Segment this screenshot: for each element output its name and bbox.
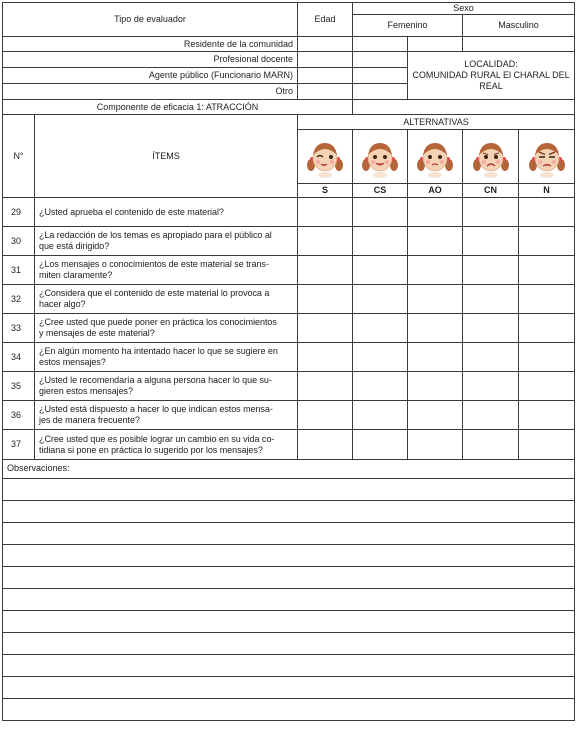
answer-cell-s[interactable] — [298, 372, 353, 401]
component-blank — [353, 100, 575, 115]
item-text — [35, 198, 298, 227]
answer-cell-ao[interactable] — [408, 256, 463, 285]
item-number: 31 — [3, 256, 35, 285]
item-number: 32 — [3, 285, 35, 314]
evaluator-type-label: Profesional docente — [213, 54, 293, 64]
smiling-girl-face-icon — [353, 135, 407, 179]
answer-cell-ao[interactable] — [408, 343, 463, 372]
item-text-line: tidiana si pone en práctica lo sugerido por los mensajes? — [39, 444, 263, 455]
observation-line[interactable] — [3, 611, 575, 633]
locality-label: LOCALIDAD: — [464, 59, 518, 69]
answer-cell-cs[interactable] — [353, 198, 408, 227]
item-text-line: estos mensajes? — [39, 357, 106, 367]
item-row — [3, 198, 575, 227]
item-number: 36 — [3, 401, 35, 430]
alt-code-ao: AO — [408, 184, 463, 198]
sex-header: Sexo — [353, 3, 575, 15]
answer-cell-ao[interactable] — [408, 372, 463, 401]
item-text — [35, 285, 298, 314]
answer-cell-n[interactable] — [519, 198, 575, 227]
answer-cell-s[interactable] — [298, 198, 353, 227]
evaluator-checkbox[interactable] — [298, 68, 353, 84]
item-row — [3, 343, 575, 372]
answer-cell-n[interactable] — [519, 372, 575, 401]
answer-cell-cn[interactable] — [463, 343, 519, 372]
answer-cell-cn[interactable] — [463, 430, 519, 460]
answer-cell-cn[interactable] — [463, 285, 519, 314]
alt-code-s: S — [298, 184, 353, 198]
item-number: 37 — [3, 430, 35, 460]
evaluator-type-label: Agente público (Funcionario MARN) — [148, 70, 293, 80]
answer-cell-ao[interactable] — [408, 227, 463, 256]
answer-cell-s[interactable] — [298, 343, 353, 372]
answer-cell-cn[interactable] — [463, 198, 519, 227]
alternatives-header: ALTERNATIVAS — [298, 115, 575, 130]
item-text-line: ¿Usted le recomendaría a alguna persona hacer lo que su- — [39, 375, 272, 385]
answer-cell-n[interactable] — [519, 227, 575, 256]
observation-line[interactable] — [3, 655, 575, 677]
item-text-line: que está dirigido? — [39, 241, 110, 251]
female-input[interactable] — [408, 37, 463, 52]
evaluator-type-option — [3, 52, 298, 68]
neutral-girl-face-icon — [408, 135, 462, 179]
component-title: Componente de eficacia 1: ATRACCIÓN — [3, 100, 353, 115]
male-header: Masculino — [463, 15, 575, 37]
answer-cell-n[interactable] — [519, 430, 575, 460]
item-row — [3, 401, 575, 430]
item-row — [3, 256, 575, 285]
alt-code-cs: CS — [353, 184, 408, 198]
observation-line[interactable] — [3, 501, 575, 523]
answer-cell-ao[interactable] — [408, 430, 463, 460]
item-text-line: ¿Cree usted que es posible lograr un cambio en su vida co- — [39, 433, 275, 444]
item-number: 30 — [3, 227, 35, 256]
answer-cell-n[interactable] — [519, 256, 575, 285]
observation-line[interactable] — [3, 523, 575, 545]
answer-cell-s[interactable] — [298, 401, 353, 430]
items-header: ÍTEMS — [35, 115, 298, 198]
item-number: 33 — [3, 314, 35, 343]
item-text-line: ¿En algún momento ha intentado hacer lo que se sugiere en — [39, 346, 278, 356]
evaluator-type-label: Residente de la comunidad — [183, 38, 293, 49]
item-text-line: ¿Usted está dispuesto a hacer lo que indican estos mensa- — [39, 404, 273, 414]
item-row — [3, 227, 575, 256]
answer-cell-cs[interactable] — [353, 430, 408, 460]
item-text-line: ¿Usted aprueba el contenido de este material? — [39, 206, 224, 217]
locality-box — [408, 52, 575, 100]
observation-line[interactable] — [3, 545, 575, 567]
item-number: 35 — [3, 372, 35, 401]
age-input[interactable] — [353, 52, 408, 68]
item-text — [35, 256, 298, 285]
item-text-line: gieren estos mensajes? — [39, 386, 133, 396]
face-cell-cs — [353, 130, 408, 184]
item-number: 34 — [3, 343, 35, 372]
age-input[interactable] — [353, 84, 408, 100]
answer-cell-cs[interactable] — [353, 372, 408, 401]
item-text-line: ¿Considera que el contenido de este material lo provoca a — [39, 288, 270, 298]
item-text — [35, 430, 298, 460]
age-input[interactable] — [353, 37, 408, 52]
answer-cell-cs[interactable] — [353, 343, 408, 372]
answer-cell-cs[interactable] — [353, 285, 408, 314]
observations-label: Observaciones: — [3, 460, 575, 479]
evaluator-type-label: Otro — [275, 86, 293, 96]
face-cell-ao — [408, 130, 463, 184]
alt-code-n: N — [519, 184, 575, 198]
observation-line[interactable] — [3, 699, 575, 721]
item-text-line: miten claramente? — [39, 270, 113, 280]
item-text — [35, 314, 298, 343]
evaluator-type-option — [3, 68, 298, 84]
answer-cell-cs[interactable] — [353, 227, 408, 256]
age-header: Edad — [298, 3, 353, 37]
evaluator-type-option — [3, 84, 298, 100]
item-row — [3, 285, 575, 314]
item-text — [35, 227, 298, 256]
answer-cell-s[interactable] — [298, 285, 353, 314]
answer-cell-n[interactable] — [519, 285, 575, 314]
alt-code-cn: CN — [463, 184, 519, 198]
answer-cell-s[interactable] — [298, 227, 353, 256]
answer-cell-cn[interactable] — [463, 227, 519, 256]
item-text-line: ¿La redacción de los temas es apropiado para el público al — [39, 230, 272, 240]
observation-line[interactable] — [3, 589, 575, 611]
item-number: 29 — [3, 198, 35, 227]
answer-cell-cs[interactable] — [353, 256, 408, 285]
item-text-line: ¿Cree usted que puede poner en práctica los conocimientos — [39, 317, 277, 327]
answer-cell-cn[interactable] — [463, 256, 519, 285]
item-text — [35, 343, 298, 372]
answer-cell-s[interactable] — [298, 430, 353, 460]
item-row — [3, 372, 575, 401]
item-text — [35, 401, 298, 430]
observation-line[interactable] — [3, 633, 575, 655]
evaluator-type-header: Tipo de evaluador — [3, 3, 298, 37]
answer-cell-cs[interactable] — [353, 401, 408, 430]
locality-value: COMUNIDAD RURAL El CHARAL DEL REAL — [412, 70, 570, 91]
answer-cell-cn[interactable] — [463, 314, 519, 343]
answer-cell-cs[interactable] — [353, 314, 408, 343]
answer-cell-cn[interactable] — [463, 372, 519, 401]
face-cell-n — [519, 130, 575, 184]
item-text-line: y mensajes de este material? — [39, 328, 155, 338]
face-cell-s — [298, 130, 353, 184]
winking-girl-face-icon — [298, 135, 352, 179]
answer-cell-cn[interactable] — [463, 401, 519, 430]
angry-girl-face-icon — [519, 135, 574, 179]
answer-cell-s[interactable] — [298, 256, 353, 285]
female-header: Femenino — [353, 15, 463, 37]
item-text-line: ¿Los mensajes o conocimientos de este material se trans- — [39, 259, 269, 269]
frowning-girl-face-icon — [463, 135, 518, 179]
male-input[interactable] — [463, 37, 575, 52]
answer-cell-ao[interactable] — [408, 285, 463, 314]
item-row — [3, 314, 575, 343]
item-row — [3, 430, 575, 460]
answer-cell-ao[interactable] — [408, 401, 463, 430]
age-input[interactable] — [353, 68, 408, 84]
observation-line[interactable] — [3, 567, 575, 589]
evaluator-checkbox[interactable] — [298, 52, 353, 68]
number-header: N° — [3, 115, 35, 198]
face-cell-cn — [463, 130, 519, 184]
observation-line[interactable] — [3, 677, 575, 699]
item-text-line: hacer algo? — [39, 299, 86, 309]
main-grid — [2, 2, 575, 721]
evaluator-checkbox[interactable] — [298, 84, 353, 100]
answer-cell-n[interactable] — [519, 314, 575, 343]
item-text — [35, 372, 298, 401]
answer-cell-ao[interactable] — [408, 198, 463, 227]
answer-cell-n[interactable] — [519, 343, 575, 372]
item-text-line: jes de manera frecuente? — [39, 415, 140, 425]
answer-cell-s[interactable] — [298, 314, 353, 343]
evaluator-type-option — [3, 37, 298, 52]
answer-cell-ao[interactable] — [408, 314, 463, 343]
observation-line[interactable] — [3, 479, 575, 501]
answer-cell-n[interactable] — [519, 401, 575, 430]
evaluator-checkbox[interactable] — [298, 37, 353, 52]
